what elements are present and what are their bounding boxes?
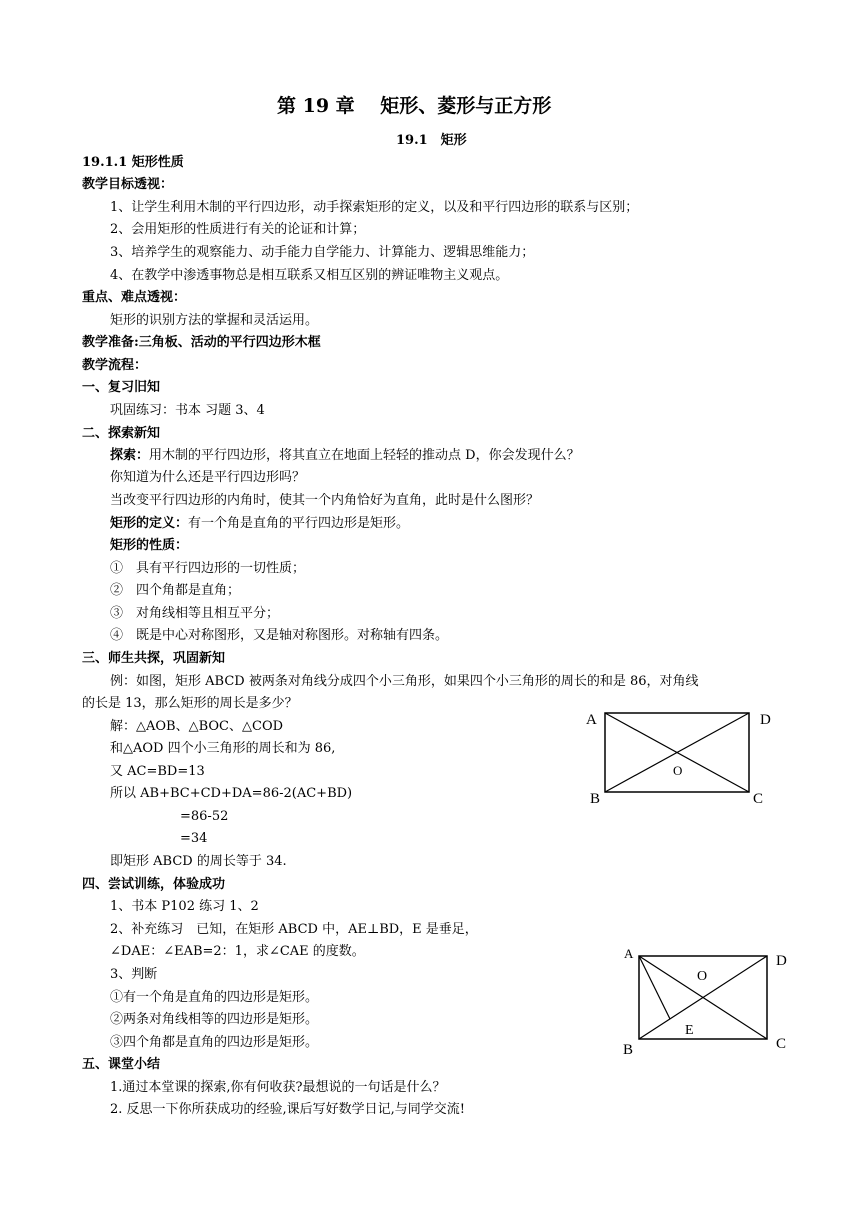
property-item: ③ 对角线相等且相互平分；	[110, 606, 280, 621]
practice-line: 3、判断	[110, 967, 158, 982]
explore-lead-label: 探索：	[110, 448, 150, 463]
fig1-label-o: O	[673, 763, 683, 778]
practice-line: ③四个角都是直角的四边形是矩形。	[110, 1035, 319, 1050]
subsection-title: 19.1.1 矩形性质	[82, 155, 184, 170]
fig2-label-c: C	[776, 1036, 787, 1052]
practice-line: ①有一个角是直角的四边形是矩形。	[110, 990, 319, 1005]
definition-text: 有一个角是直角的平行四边形是矩形。	[188, 516, 410, 531]
review-heading: 一、复习旧知	[82, 380, 161, 395]
flow-heading: 教学流程：	[82, 358, 148, 373]
key-points-heading: 重点、难点透视：	[82, 290, 187, 305]
summary-item: 2. 反思一下你所获成功的经验,课后写好数学日记,与同学交流!	[110, 1102, 466, 1117]
fig1-label-c: C	[753, 791, 764, 807]
goals-heading: 教学目标透视：	[82, 177, 174, 192]
fig2-label-b: B	[623, 1042, 634, 1058]
share-heading: 三、师生共探，巩固新知	[82, 651, 226, 666]
property-item: ② 四个角都是直角；	[110, 583, 241, 598]
chapter-title: 第 19 章 矩形、菱形与正方形	[277, 95, 552, 117]
practice-line: 2、补充练习 已知，在矩形 ABCD 中，AE⊥BD，E 是垂足，	[110, 922, 478, 937]
fig2-label-a: A	[624, 946, 634, 961]
goal-item: 3、培养学生的观察能力、动手能力自学能力、计算能力、逻辑思维能力；	[110, 245, 535, 260]
practice-line: ②两条对角线相等的四边形是矩形。	[110, 1012, 319, 1027]
fig1-label-d: D	[760, 712, 771, 728]
solution-calc: =86-52	[180, 809, 229, 824]
explore-heading: 二、探索新知	[82, 426, 161, 441]
explore-question: 你知道为什么还是平行四边形吗？	[110, 470, 306, 485]
property-item: ④ 既是中心对称图形，又是轴对称图形。对称轴有四条。	[110, 628, 449, 643]
solution-line: 所以 AB+BC+CD+DA=86-2(AC+BD)	[110, 786, 353, 801]
solution-line: 又 AC=BD=13	[110, 764, 205, 779]
fig1-label-b: B	[590, 791, 601, 807]
summary-item: 1.通过本堂课的探索,你有何收获?最想说的一句话是什么？	[110, 1080, 446, 1095]
section-title: 19.1 矩形	[396, 133, 467, 148]
solution-line: 解：△AOB、△BOC、△COD	[110, 719, 284, 734]
solution-conclusion: 即矩形 ABCD 的周长等于 34.	[110, 854, 287, 869]
fig2-label-e: E	[685, 1023, 694, 1038]
definition-label: 矩形的定义：	[110, 516, 189, 531]
teaching-prep: 教学准备:三角板、活动的平行四边形木框	[82, 335, 321, 350]
property-item: ① 具有平行四边形的一切性质；	[110, 561, 306, 576]
example-line: 的长是 13，那么矩形的周长是多少？	[82, 696, 298, 711]
fig1-label-a: A	[586, 712, 597, 728]
summary-heading: 五、课堂小结	[82, 1057, 161, 1072]
example-line: 例：如图，矩形 ABCD 被两条对角线分成四个小三角形，如果四个小三角形的周长的和是 86，对角线	[110, 674, 699, 689]
practice-line: 1、书本 P102 练习 1、2	[110, 899, 259, 914]
properties-heading: 矩形的性质：	[110, 538, 189, 553]
solution-line: 和△AOD 四个小三角形的周长和为 86,	[110, 741, 336, 756]
solution-calc: =34	[180, 831, 208, 846]
practice-line: ∠DAE：∠EAB=2：1，求∠CAE 的度数。	[110, 944, 365, 959]
goal-item: 4、在教学中渗透事物总是相互联系又相互区别的辨证唯物主义观点。	[110, 268, 509, 283]
explore-lead-text: 用木制的平行四边形，将其直立在地面上轻轻的推动点 D，你会发现什么？	[149, 448, 580, 463]
goal-item: 1、让学生利用木制的平行四边形，动手探索矩形的定义，以及和平行四边形的联系与区别；	[110, 200, 639, 215]
review-text: 巩固练习：书本 习题 3、4	[110, 403, 265, 418]
key-points-text: 矩形的识别方法的掌握和灵活运用。	[110, 313, 319, 328]
explore-question: 当改变平行四边形的内角时，使其一个内角恰好为直角，此时是什么图形？	[110, 493, 540, 508]
fig2-label-d: D	[776, 953, 787, 969]
fig2-label-o: O	[697, 969, 708, 984]
practice-heading: 四、尝试训练，体验成功	[82, 877, 226, 892]
goal-item: 2、会用矩形的性质进行有关的论证和计算；	[110, 222, 366, 237]
